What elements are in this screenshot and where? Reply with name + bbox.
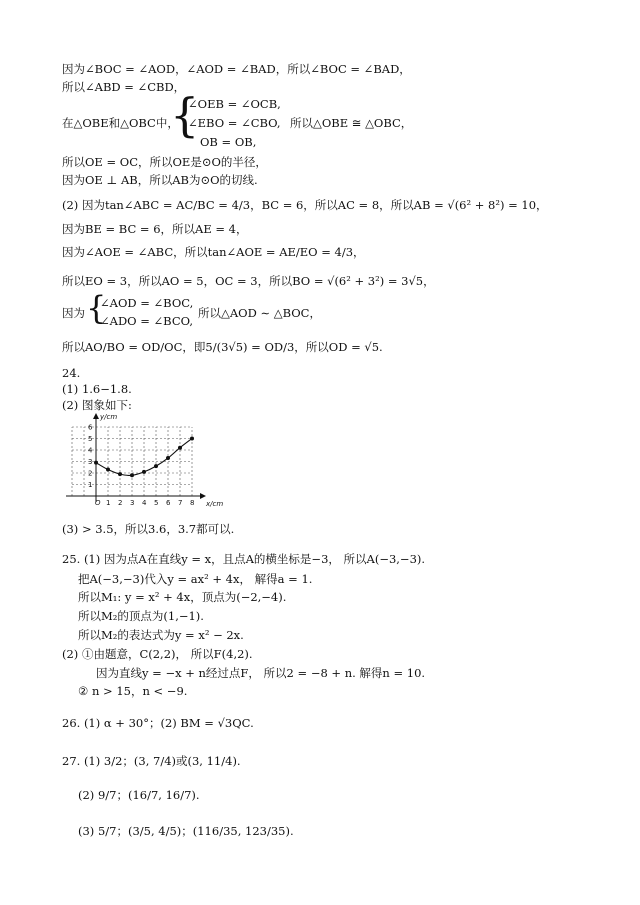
x-tick-label: 3 <box>130 499 135 507</box>
system-2-eq-1: ∠AOD = ∠BOC, <box>100 296 194 310</box>
system-1-eq-1: ∠OEB = ∠OCB, <box>188 97 281 111</box>
y-tick-label: 3 <box>88 458 93 466</box>
y-tick-label: 6 <box>88 423 93 432</box>
line-3-post: 所以△OBE ≅ △OBC， <box>290 116 413 130</box>
q27-part-1: 27. (1) 3/2；(3, 7/4)或(3, 11/4). <box>62 754 241 768</box>
q25-line-1: 25. (1) 因为点A在直线y = x，且点A的横坐标是−3， 所以A(−3,−3). <box>62 552 426 566</box>
x-axis-arrow <box>200 493 206 499</box>
q24-part-2: (2) 图象如下: <box>62 398 132 412</box>
q27-part-2: (2) 9/7；(16/7, 16/7). <box>78 788 200 802</box>
y-tick-label: 1 <box>88 481 93 489</box>
data-point <box>154 464 158 468</box>
line-8: 因为∠AOE = ∠ABC，所以tan∠AOE = AE/EO = 4/3， <box>62 245 365 259</box>
data-point <box>118 472 122 476</box>
origin-label: O <box>95 499 101 507</box>
y-tick-label: 4 <box>88 446 93 455</box>
data-point <box>130 473 134 477</box>
line-10-pre: 因为 <box>62 306 85 320</box>
data-point <box>94 461 98 465</box>
q25-line-3: 所以M₁: y = x² + 4x，顶点为(−2,−4). <box>78 590 287 604</box>
x-tick-label: 7 <box>178 499 183 507</box>
line-5: 因为OE ⊥ AB，所以AB为⊙O的切线. <box>62 173 258 187</box>
q25-line-7: 因为直线y = −x + n经过点F， 所以2 = −8 + n. 解得n = 10. <box>96 666 426 680</box>
q25-line-8: ② n > 15，n < −9. <box>78 684 188 698</box>
line-1: 因为∠BOC = ∠AOD，∠AOD = ∠BAD，所以∠BOC = ∠BAD， <box>62 62 411 76</box>
x-tick-label: 6 <box>166 499 171 507</box>
line-10-post: 所以△AOD ∼ △BOC， <box>198 306 321 320</box>
line-11: 所以AO/BO = OD/OC，即5/(3√5) = OD/3，所以OD = √5. <box>62 340 383 354</box>
system-brace-1: { <box>170 88 200 142</box>
y-tick-label: 5 <box>88 435 93 443</box>
q25-line-5: 所以M₂的表达式为y = x² − 2x. <box>78 628 244 642</box>
q24-graph <box>60 404 230 514</box>
data-point <box>190 437 194 441</box>
line-9: 所以EO = 3，所以AO = 5，OC = 3，所以BO = √(6² + 3²) = 3√5， <box>62 274 435 288</box>
system-brace-2: { <box>86 289 107 327</box>
system-1-eq-2: ∠EBO = ∠CBO, <box>188 116 281 130</box>
q24-number: 24. <box>62 366 81 380</box>
x-tick-label: 4 <box>142 499 147 507</box>
data-point <box>178 446 182 450</box>
chart-axes <box>66 413 206 502</box>
x-tick-label: 8 <box>190 499 195 507</box>
y-axis-arrow <box>93 413 99 419</box>
line-7: 因为BE = BC = 6，所以AE = 4， <box>62 222 248 236</box>
line-6: (2) 因为tan∠ABC = AC/BC = 4/3，BC = 6，所以AC = 8，所以AB = √(6² + 8²) = 10， <box>62 198 548 212</box>
x-tick-label: 5 <box>154 499 159 507</box>
x-tick-label: 2 <box>118 499 123 507</box>
q25-line-6: (2) ①由题意，C(2,2)， 所以F(4,2). <box>62 647 253 661</box>
q24-part-3: (3) > 3.5，所以3.6，3.7都可以. <box>62 522 235 536</box>
x-axis-label: x/cm <box>206 500 224 508</box>
q24-part-1: (1) 1.6−1.8. <box>62 382 132 396</box>
line-2: 所以∠ABD = ∠CBD， <box>62 80 186 94</box>
q27-part-3: (3) 5/7；(3/5, 4/5)；(116/35, 123/35). <box>78 824 294 838</box>
line-3-pre: 在△OBE和△OBC中， <box>62 116 179 130</box>
x-tick-label: 1 <box>106 499 111 507</box>
q25-line-2: 把A(−3,−3)代入y = ax² + 4x， 解得a = 1. <box>78 572 313 586</box>
data-point <box>106 468 110 472</box>
system-2-eq-2: ∠ADO = ∠BCO, <box>100 314 194 328</box>
y-tick-label: 2 <box>88 469 93 478</box>
data-point <box>142 470 146 474</box>
system-1-eq-3: OB = OB, <box>200 135 257 149</box>
q26-line: 26. (1) α + 30°；(2) BM = √3QC. <box>62 716 254 730</box>
line-4: 所以OE = OC，所以OE是⊙O的半径， <box>62 155 267 169</box>
y-axis-label: y/cm <box>100 413 118 421</box>
q25-line-4: 所以M₂的顶点为(1,−1). <box>78 609 204 623</box>
data-point <box>166 456 170 460</box>
